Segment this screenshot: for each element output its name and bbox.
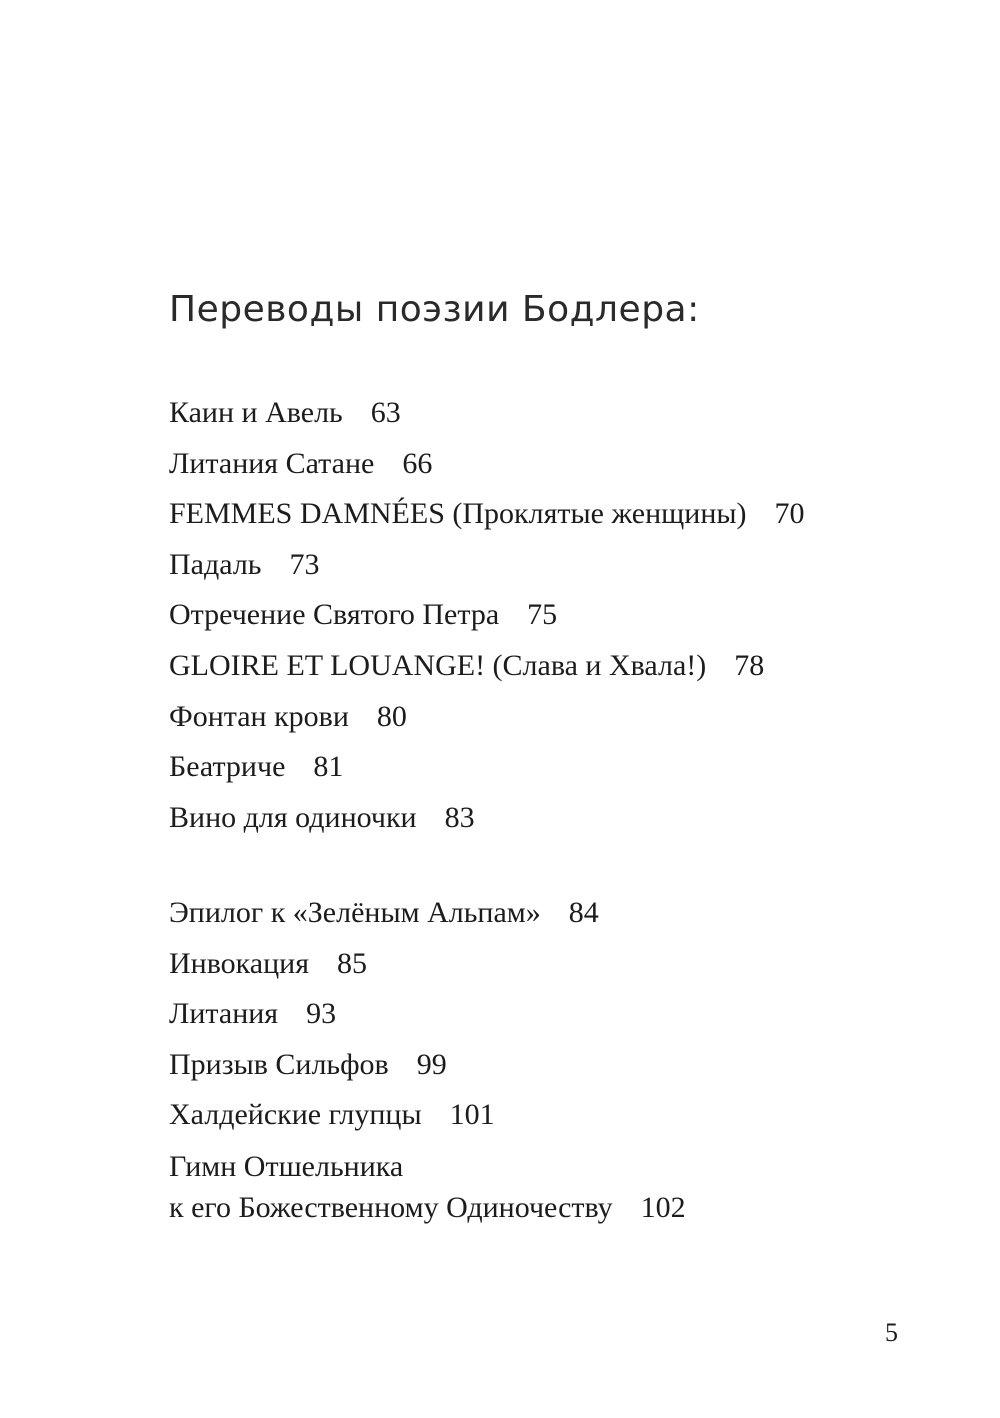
- toc-entry[interactable]: [169, 444, 805, 495]
- toc-entry[interactable]: [169, 646, 805, 697]
- toc-entry-page: 66: [402, 446, 433, 480]
- toc-entry[interactable]: [169, 798, 805, 849]
- toc-entry-page: 70: [774, 497, 805, 531]
- toc-entry-page: 84: [568, 896, 599, 929]
- toc-entry[interactable]: [169, 994, 686, 1045]
- toc-entry-page: 93: [306, 997, 337, 1031]
- toc-entry-page: 101: [449, 1098, 495, 1132]
- toc-entry-title: Отречение Святого Петра: [169, 598, 500, 632]
- toc-entry-title: Инвокация: [169, 946, 310, 980]
- toc-group-originals: [169, 893, 686, 1228]
- toc-entry[interactable]: [169, 545, 805, 596]
- toc-entry-page: 102: [640, 1190, 686, 1224]
- toc-entry-page: 99: [416, 1047, 447, 1081]
- toc-entry-title: Падаль: [169, 547, 262, 581]
- toc-entry-title: Эпилог к «Зелёным Альпам»: [169, 896, 541, 929]
- toc-entry-title: Каин и Авель: [169, 396, 343, 429]
- toc-group-baudelaire: [169, 393, 805, 848]
- toc-entry-title: Вино для одиночки: [169, 800, 417, 834]
- toc-entry-page: 83: [444, 800, 475, 834]
- toc-entry-page: 78: [734, 648, 765, 682]
- toc-entry[interactable]: [169, 747, 805, 798]
- toc-entry-title: Беатриче: [169, 750, 286, 784]
- toc-entry-page: 75: [527, 598, 558, 632]
- toc-entry-page: 85: [337, 946, 368, 980]
- toc-entry-page: 80: [376, 699, 407, 733]
- toc-entry-title: Фонтан крови: [169, 699, 349, 733]
- toc-entry-page: 81: [313, 750, 344, 784]
- section-heading: Переводы поэзии Бодлера:: [169, 289, 700, 330]
- toc-entry[interactable]: [169, 1045, 686, 1096]
- toc-entry[interactable]: [169, 697, 805, 748]
- toc-entry-title: GLOIRE ET LOUANGE! (Слава и Хвала!): [169, 648, 707, 682]
- toc-entry-title-line1: Гимн Отшельника: [169, 1149, 404, 1183]
- toc-entry[interactable]: [169, 595, 805, 646]
- toc-entry-title: Призыв Сильфов: [169, 1047, 389, 1081]
- toc-entry[interactable]: [169, 494, 805, 545]
- toc-entry-title: Халдейские глупцы: [169, 1098, 422, 1132]
- toc-entry-title: Литания Сатане: [169, 446, 375, 480]
- toc-entry-page: 63: [370, 396, 401, 429]
- toc-entry-page: 73: [289, 547, 320, 581]
- toc-entry[interactable]: [169, 1146, 686, 1228]
- page-number: 5: [885, 1318, 898, 1347]
- toc-entry[interactable]: [169, 893, 686, 944]
- toc-entry-title-line2: к его Божественному Одиночеству: [169, 1190, 613, 1224]
- toc-entry[interactable]: [169, 944, 686, 995]
- toc-entry[interactable]: [169, 393, 805, 444]
- toc-entry[interactable]: [169, 1095, 686, 1146]
- toc-entry-title: FEMMES DAMNÉES (Проклятые женщины): [169, 497, 747, 531]
- toc-entry-title: Литания: [169, 997, 279, 1031]
